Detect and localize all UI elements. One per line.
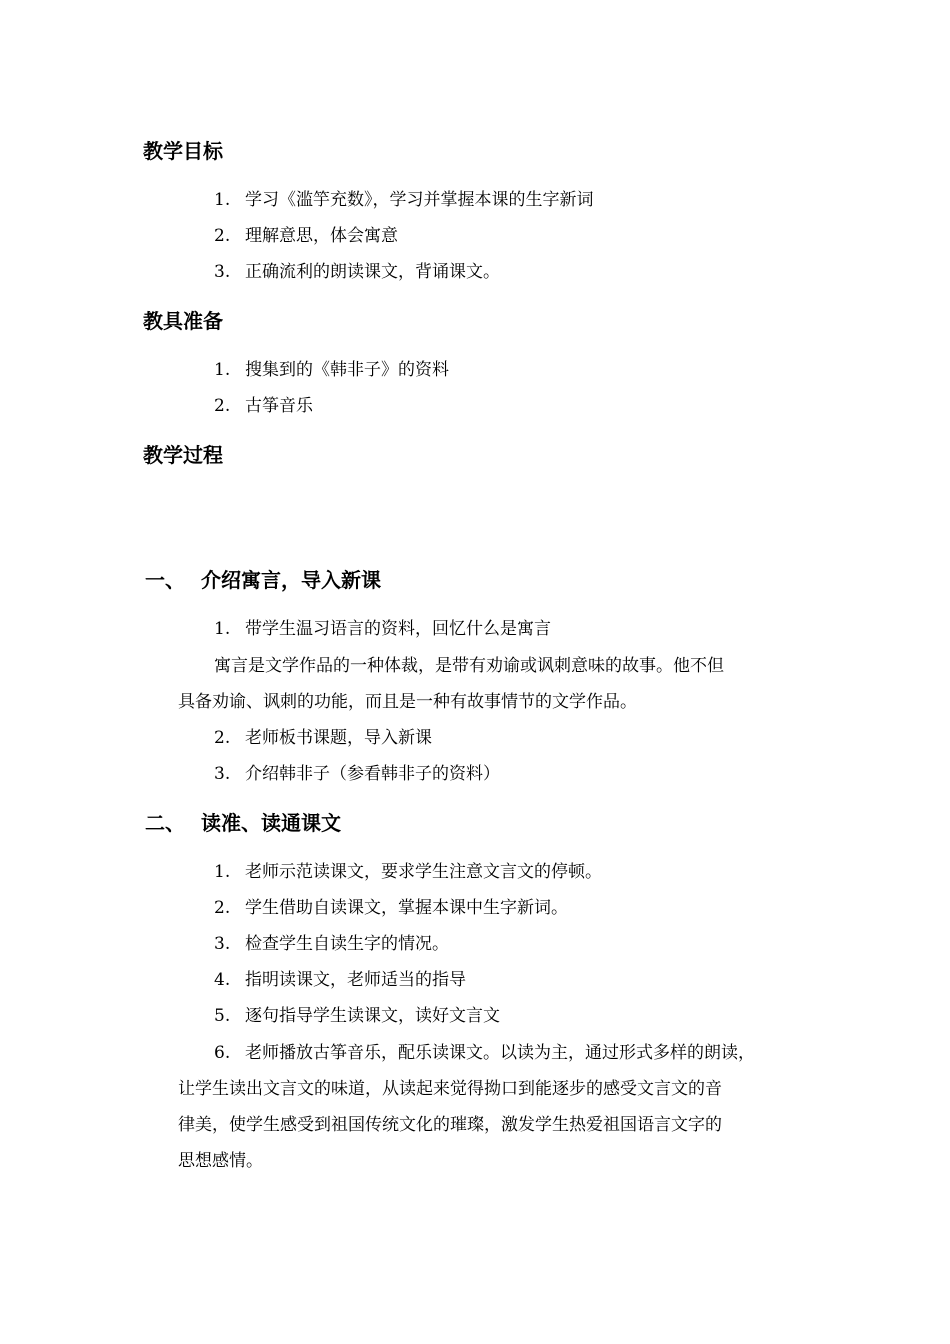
list-item: 1. 学习《滥竽充数》，学习并掌握本课的生字新词 [214, 190, 594, 210]
list-item: 3. 介绍韩非子（参看韩非子的资料） [214, 764, 500, 784]
heading-part1: 一、 介绍寓言，导入新课 [145, 568, 381, 592]
list-item: 2. 学生借助自读课文，掌握本课中生字新词。 [214, 898, 568, 918]
list-item: 2. 理解意思，体会寓意 [214, 226, 398, 246]
list-item: 1. 搜集到的《韩非子》的资料 [214, 360, 449, 380]
list-item: 6. 老师播放古筝音乐，配乐读课文。以读为主，通过形式多样的朗读， [214, 1043, 755, 1063]
paragraph-line: 让学生读出文言文的味道，从读起来觉得拗口到能逐步的感受文言文的音 [178, 1079, 722, 1099]
list-item: 3. 检查学生自读生字的情况。 [214, 934, 449, 954]
list-item: 2. 古筝音乐 [214, 396, 313, 416]
list-item: 5. 逐句指导学生读课文，读好文言文 [214, 1006, 500, 1026]
list-item: 4. 指明读课文，老师适当的指导 [214, 970, 466, 990]
heading-part2: 二、 读准、读通课文 [145, 811, 341, 835]
paragraph-line: 寓言是文学作品的一种体裁，是带有劝谕或讽刺意味的故事。他不但 [214, 656, 724, 676]
list-item: 2. 老师板书课题，导入新课 [214, 728, 432, 748]
heading-process: 教学过程 [143, 443, 223, 467]
heading-tools: 教具准备 [143, 309, 223, 333]
paragraph-line: 思想感情。 [178, 1151, 263, 1171]
list-item: 1. 老师示范读课文，要求学生注意文言文的停顿。 [214, 862, 602, 882]
list-item: 1. 带学生温习语言的资料，回忆什么是寓言 [214, 619, 551, 639]
paragraph-line: 具备劝谕、讽刺的功能，而且是一种有故事情节的文学作品。 [178, 692, 637, 712]
heading-goals: 教学目标 [143, 139, 223, 163]
paragraph-line: 律美，使学生感受到祖国传统文化的璀璨，激发学生热爱祖国语言文字的 [178, 1115, 722, 1135]
list-item: 3. 正确流利的朗读课文，背诵课文。 [214, 262, 500, 282]
